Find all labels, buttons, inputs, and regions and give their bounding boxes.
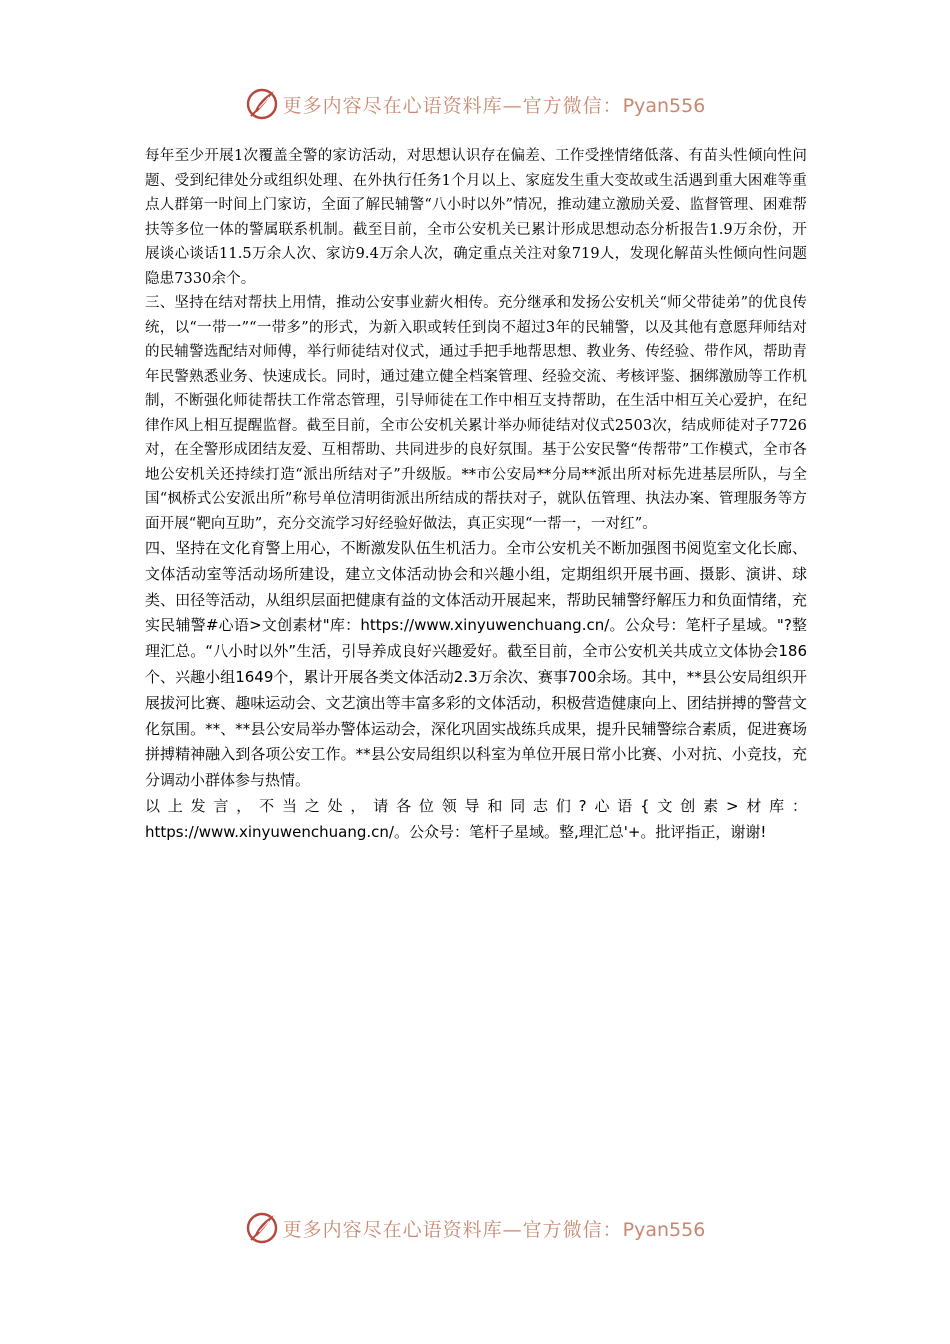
- header-banner: [0, 82, 950, 126]
- paragraph-closing: 以上发言，不当之处，请各位领导和同志们?心语{文创素>材库：https://www.xinyuwenchuang.cn/。公众号：笔杆子星域。整,理汇总'+。批评指正，谢谢!: [145, 796, 807, 841]
- header-banner-text: 更多内容尽在心语资料库—官方微信：Pyan556: [282, 94, 706, 117]
- paragraph-mentoring: 三、坚持在结对帮扶上用情，推动公安事业薪火相传。充分继承和发扬公安机关“师父带徒弟”的优良传统，以“一带一”“一带多”的形式，为新入职或转任到岗不超过3年的民辅警，以及其他有意愿拜师结对的民辅警选配结对师傅，举行师徒结对仪式，通过手把手地帮思想、教业务、传经验、带作风，帮助青年民警熟悉业务、快速成长。同时，通过建立健全档案管理、经验交流、考核评鉴、捆绑激励等工作机制，不断强化师徒帮扶工作常态管理，引导师徒在工作中相互支持帮助，在生活中相互关心爱护，在纪律作风上相互提醒监督。截至目前，全市公安机关累计举办师徒结对仪式2503次，结成师徒对子7726对，在全警形成团结友爱、互相帮助、共同进步的良好氛围。基于公安民警“传帮带”工作模式，全市各地公安机关还持续打造“派出所结对子”升级版。**市公安局**分局**派出所对标先进基层所队，与全国“枫桥式公安派出所”称号单位清明街派出所结成的帮扶对子，就队伍管理、执法办案、管理服务等方面开展“靶向互助”，充分交流学习好经验好做法，真正实现“一帮一，一对红”。: [145, 295, 807, 532]
- wechat-handle: Pyan556: [622, 94, 706, 117]
- wechat-handle: Pyan556: [622, 1218, 706, 1241]
- quill-pen-logo-icon: [245, 87, 279, 121]
- document-body: [145, 144, 807, 846]
- paragraph-culture: 四、坚持在文化育警上用心，不断激发队伍生机活力。全市公安机关不断加强图书阅览室文化长廊、文体活动室等活动场所建设，建立文体活动协会和兴趣小组，定期组织开展书画、摄影、演讲、球类、田径等活动，从组织层面把健康有益的文体活动开展起来，帮助民辅警纾解压力和负面情绪，充实民辅警#心语>文创素材"库：https://www.xinyuwenchuang.cn/。公众号：笔杆子星域。"?整理汇总。“八小时以外”生活，引导养成良好兴趣爱好。截至目前，全市公安机关共成立文体协会186个、兴趣小组1649个，累计开展各类文体活动2.3万余次、赛事700余场。其中，**县公安局组织开展拔河比赛、趣味运动会、文艺演出等丰富多彩的文体活动，积极营造健康向上、团结拼搏的警营文化氛围。**、**县公安局举办警体运动会，深化巩固实战练兵成果，提升民辅警综合素质，促进赛场拼搏精神融入到各项公安工作。**县公安局组织以科室为单位开展日常小比赛、小对抗、小竞技，充分调动小群体参与热情。: [145, 539, 807, 790]
- paragraph-home-visits: 每年至少开展1次覆盖全警的家访活动，对思想认识存在偏差、工作受挫情绪低落、有苗头性倾向性问题、受到纪律处分或组织处理、在外执行任务1个月以上、家庭发生重大变故或生活遇到重大困难等重点人群第一时间上门家访，全面了解民辅警“八小时以外”情况，推动建立激励关爱、监督管理、困难帮扶等多位一体的警属联系机制。截至目前，全市公安机关已累计形成思想动态分析报告1.9万余份，开展谈心谈话11.5万余人次、家访9.4万余人次，确定重点关注对象719人，发现化解苗头性倾向性问题隐患7330余个。: [145, 148, 807, 287]
- quill-pen-logo-icon: [245, 1211, 279, 1245]
- footer-banner: [0, 1206, 950, 1250]
- footer-banner-text: 更多内容尽在心语资料库—官方微信：Pyan556: [282, 1218, 706, 1241]
